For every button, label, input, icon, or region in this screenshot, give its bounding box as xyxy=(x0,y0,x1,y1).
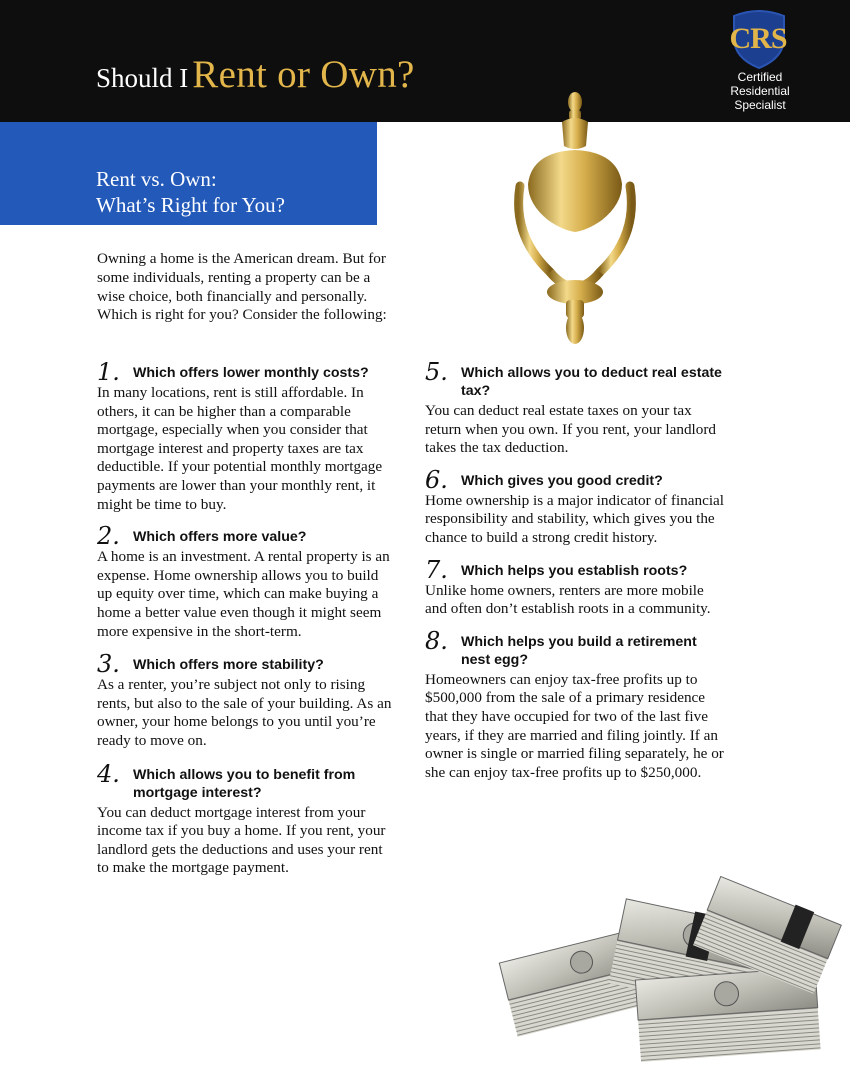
question-text: Which offers lower monthly costs? xyxy=(133,365,369,381)
title-prefix: Should I xyxy=(96,63,189,93)
answer-text: Unlike home owners, renters are more mobile and often don’t establish roots in a community. xyxy=(425,581,711,618)
banner-heading xyxy=(96,166,285,218)
question-text: Which helps you establish roots? xyxy=(461,562,688,579)
question-number: 4. xyxy=(97,759,120,788)
question-text: Which allows you to benefit from mortgage interest? xyxy=(133,766,356,801)
question-heading xyxy=(97,522,397,551)
logo-tagline: Certified Residential Specialist xyxy=(730,70,790,112)
question-text: Which allows you to deduct real estate tax? xyxy=(461,365,722,399)
question-number: 7. xyxy=(425,555,448,584)
question-heading xyxy=(97,358,397,386)
questions-left-column xyxy=(97,358,397,878)
banner-line-2: What’s Right for You? xyxy=(96,193,285,217)
question-heading xyxy=(97,650,397,679)
intro-paragraph: Owning a home is the American dream. But for some individuals, renting a property can be a wise choice, both financially and personally. Which is right for you? Consider the following: xyxy=(97,250,387,324)
question-item xyxy=(425,626,725,783)
answer-text: A home is an investment. A rental property is an expense. Home ownership allows you to build up equity over time, which can make buying a home a better value even though it might seem more expensive in the short-term. xyxy=(97,548,390,640)
question-number: 2. xyxy=(97,522,120,551)
title-main: Rent or Own? xyxy=(192,53,415,96)
banner-line-1: Rent vs. Own: xyxy=(96,167,217,191)
question-item xyxy=(425,555,725,619)
cash-stacks-illustration xyxy=(498,868,848,1068)
answer-text: As a renter, you’re subject not only to rising rents, but also to the sale of your building. As an owner, your home belongs to you until you’re ready to move on. xyxy=(97,676,392,749)
question-number: 6. xyxy=(425,465,448,494)
question-heading xyxy=(425,626,725,669)
header-bar xyxy=(0,0,850,122)
question-item xyxy=(97,650,397,750)
page-title xyxy=(96,52,415,97)
question-item xyxy=(425,358,725,458)
answer-text: Homeowners can enjoy tax-free profits up to $500,000 from the sale of a primary residence that they have occupied for two of the last five years, if they are married and filing jointly. If an owner is single or married filing separately, he or she can enjoy tax-free profits up to $250,000. xyxy=(425,670,724,781)
questions-right-column xyxy=(425,358,725,782)
question-text: Which helps you build a retirement nest egg? xyxy=(461,633,697,668)
question-heading xyxy=(425,358,725,400)
answer-text: You can deduct mortgage interest from your income tax if you buy a home. If you rent, your landlord gets the deductions and uses your rent to make the mortgage payment. xyxy=(97,803,386,877)
question-number: 5. xyxy=(425,358,448,386)
question-heading xyxy=(97,759,397,802)
question-number: 3. xyxy=(97,650,120,679)
door-knocker-illustration xyxy=(498,88,648,350)
question-text: Which offers more stability? xyxy=(133,657,324,674)
answer-text: You can deduct real estate taxes on your tax return when you own. If you rent, your landlord takes the tax deduction. xyxy=(425,402,717,457)
question-number: 8. xyxy=(425,626,448,655)
question-heading xyxy=(425,555,725,584)
question-text: Which offers more value? xyxy=(133,529,307,546)
section-banner xyxy=(0,122,377,225)
question-item xyxy=(97,358,397,514)
crs-logo xyxy=(718,8,802,112)
question-item xyxy=(97,522,397,641)
question-heading xyxy=(425,465,725,494)
question-item xyxy=(425,465,725,548)
question-number: 1. xyxy=(97,358,120,386)
question-text: Which gives you good credit? xyxy=(461,472,663,489)
logo-letters: CRS xyxy=(729,22,787,55)
answer-text: In many locations, rent is still affordable. In others, it can be higher than a comparable mortgage, especially when you consider that mortgage interest and property taxes are tax deductible. If your potential monthly mortgage payments are lower than your monthly rent, it might be time to buy. xyxy=(97,384,383,513)
question-item xyxy=(97,759,397,878)
answer-text: Home ownership is a major indicator of financial responsibility and stability, which gives you the chance to build a strong credit history. xyxy=(425,491,725,546)
